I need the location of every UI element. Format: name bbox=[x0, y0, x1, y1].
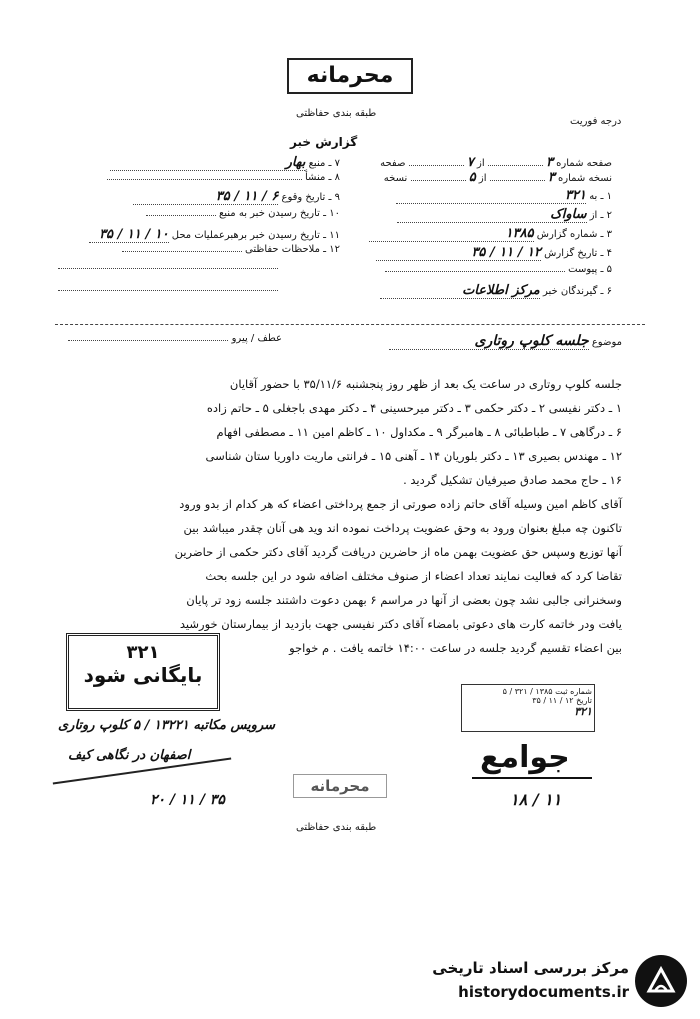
left-item-label: ۱۲ ـ ملاحظات حفاظتی bbox=[245, 244, 340, 255]
watermark-title: مرکز بررسی اسناد تاریخی bbox=[432, 959, 629, 977]
left-item-value bbox=[122, 251, 242, 252]
archive-text: بایگانی شود bbox=[83, 663, 203, 687]
right-item-1 bbox=[396, 188, 612, 204]
classification-stamp-bottom: محرمانه bbox=[293, 774, 387, 798]
page-from-label: از bbox=[477, 158, 485, 169]
left-item-9 bbox=[133, 189, 340, 205]
left-item-label: ۹ ـ تاریخ وقوع bbox=[281, 192, 340, 203]
body-line: ۶ ـ درگاهی ۷ ـ طباطبائی ۸ ـ هامبرگر ۹ ـ مکداول ۱۰ ـ کاظم امین ۱۱ ـ مصطفی افهام bbox=[216, 425, 622, 439]
left-item-11 bbox=[89, 227, 340, 243]
report-title: گزارش خبر bbox=[290, 135, 358, 149]
classification-label-top: طبقه بندی حفاظتی bbox=[296, 108, 377, 119]
page-number-value: ۳ bbox=[546, 155, 553, 170]
left-blank-line bbox=[58, 268, 278, 269]
body-line: آقای کاظم امین وسیله آقای حاتم زاده صورتی از جمع پرداختی اعضاء که هر کدام از بدو ورود bbox=[179, 497, 622, 511]
left-item-label: ۱۰ ـ تاریخ رسیدن خبر به منبع bbox=[218, 208, 340, 219]
left-item-10 bbox=[146, 208, 340, 219]
priority-label: درجه فوریت bbox=[570, 116, 622, 127]
body-line: ۱۶ ـ حاج محمد صادق صیرفیان تشکیل گردید . bbox=[403, 473, 622, 487]
right-item-value: ۳۲۱ bbox=[396, 188, 586, 204]
page-suffix-label: صفحه bbox=[380, 158, 406, 169]
right-item-value: ۱۲ / ۱۱ / ۳۵ bbox=[376, 245, 541, 261]
right-item-label: ۱ ـ به bbox=[589, 191, 612, 202]
body-line: تقاضا کرد که فعالیت نمایند تعداد اعضاء از صنوف مختلف اضافه شود در این جلسه بحث bbox=[205, 569, 622, 583]
header-divider bbox=[55, 324, 645, 325]
classification-label-bottom: طبقه بندی حفاظتی bbox=[296, 822, 377, 833]
right-item-value: مرکز اطلاعات bbox=[380, 283, 540, 299]
registration-line: شماره ثبت ۱۳۸۵ / ۳۲۱ / ۵ bbox=[502, 687, 592, 696]
right-item-label: ۵ ـ پیوست bbox=[568, 264, 612, 275]
jawame-underline bbox=[472, 777, 592, 779]
right-item-3 bbox=[369, 226, 612, 242]
left-item-value: بهار bbox=[110, 155, 305, 171]
body-line: وسخنرانی جالبی نشد چون بعضی از آنها در مراسم ۶ بهمن دعوت داشتند جلسه زود تر پایان bbox=[186, 593, 622, 607]
left-item-12 bbox=[122, 244, 340, 255]
watermark-logo bbox=[425, 955, 691, 1013]
copy-suffix-label: نسخه bbox=[383, 173, 408, 184]
body-line: جلسه کلوپ روتاری در ساعت یک بعد از ظهر روز پنجشنبه ۳۵/۱۱/۶ با حضور آقایان bbox=[229, 377, 622, 391]
right-item-6 bbox=[380, 283, 612, 299]
right-item-value: ۱۳۸۵ bbox=[369, 226, 534, 242]
body-line: آنها توزیع وسپس حق عضویت بهمن ماه از حاضرین دریافت گردید آقای دکتر حکمی از حاضرین bbox=[174, 545, 622, 559]
subject-line bbox=[389, 333, 622, 350]
left-item-label: ۸ ـ منشأ bbox=[304, 172, 340, 183]
handwritten-note-1: سرویس مکاتبه ۱۳۲۲۱ / ۵ کلوپ روتاری bbox=[58, 718, 276, 733]
reference-label: عطف / پیرو bbox=[231, 333, 282, 344]
right-item-value bbox=[385, 271, 565, 272]
right-item-5 bbox=[385, 264, 612, 275]
handwritten-date: ۲۰ / ۱۱ / ۳۵ bbox=[150, 792, 225, 808]
page-number-label: صفحه شماره bbox=[556, 158, 612, 169]
copy-number-label: نسخه شماره bbox=[558, 173, 612, 184]
copy-from-label: از bbox=[478, 173, 487, 184]
left-item-7 bbox=[110, 155, 340, 171]
left-item-8 bbox=[107, 172, 340, 183]
right-item-label: ۲ ـ از bbox=[589, 210, 612, 221]
registration-line: ۳۲۱ bbox=[574, 705, 592, 718]
handwritten-note-2: اصفهان در نگاهی کیف bbox=[68, 748, 191, 763]
left-item-value: ۶ / ۱۱ / ۳۵ bbox=[133, 189, 278, 205]
right-item-label: ۴ ـ تاریخ گزارش bbox=[544, 248, 612, 259]
subject-label: موضوع bbox=[591, 337, 622, 348]
right-item-2 bbox=[397, 207, 612, 223]
copy-number-value: ۳ bbox=[547, 170, 555, 185]
page-number-line bbox=[380, 155, 612, 170]
archive-number: ۳۲۱ bbox=[126, 642, 160, 663]
page-total-value: ۷ bbox=[466, 155, 474, 170]
watermark-url: historydocuments.ir bbox=[458, 983, 629, 1001]
right-item-label: ۳ ـ شماره گزارش bbox=[536, 229, 612, 240]
left-blank-line bbox=[58, 290, 278, 291]
subject-value: جلسه کلوپ روتاری bbox=[389, 333, 589, 350]
body-line: ۱ ـ دکتر نفیسی ۲ ـ دکتر حکمی ۳ ـ دکتر میرحسینی ۴ ـ دکتر مهدی باجغلی ۵ ـ حاتم زاده bbox=[206, 401, 622, 415]
archive-stamp bbox=[66, 633, 220, 711]
right-item-value: ساواک bbox=[397, 207, 587, 223]
body-line: تاکنون چه مبلغ بعنوان ورود به وحق عضویت پرداخت نموده اند وید هی آنان چقدر میباشد بین bbox=[183, 521, 622, 535]
left-item-value bbox=[146, 215, 216, 216]
jawame-date: ۱۸ / ۱۱ bbox=[510, 790, 562, 809]
body-line: بین اعضاء تقسیم گردید جلسه در ساعت ۱۴:۰۰ خاتمه یافت . م خواجو bbox=[289, 641, 622, 655]
classification-stamp-top: محرمانه bbox=[287, 58, 413, 94]
left-item-value bbox=[107, 179, 302, 180]
body-line: یافت ودر خاتمه کارت های دعوتی بامضاء آقای دکتر نفیسی جهت بازدید از بیمارستان خورشید bbox=[179, 617, 622, 631]
right-item-4 bbox=[376, 245, 612, 261]
left-item-label: ۱۱ ـ تاریخ رسیدن خبر برهبرعملیات محل bbox=[171, 230, 340, 241]
jawame-stamp: جوامع bbox=[480, 740, 570, 775]
body-line: ۱۲ ـ مهندس بصیری ۱۳ ـ دکتر بلوریان ۱۴ ـ آهنی ۱۵ ـ فرانتی ماریت داوریا ستان شناسی bbox=[205, 449, 622, 463]
registration-stamp bbox=[461, 684, 595, 732]
archive-logo-icon bbox=[635, 955, 687, 1007]
copy-number-line bbox=[384, 170, 612, 185]
report-body bbox=[62, 372, 622, 660]
registration-line: تاریخ ۱۲ / ۱۱ / ۳۵ bbox=[532, 696, 592, 705]
left-item-label: ۷ ـ منبع bbox=[308, 158, 340, 169]
left-item-value: ۱۰ / ۱۱ / ۳۵ bbox=[89, 227, 169, 243]
right-item-label: ۶ ـ گیرندگان خبر bbox=[542, 286, 612, 297]
copy-total-value: ۵ bbox=[468, 170, 476, 185]
reference-line bbox=[68, 333, 282, 344]
